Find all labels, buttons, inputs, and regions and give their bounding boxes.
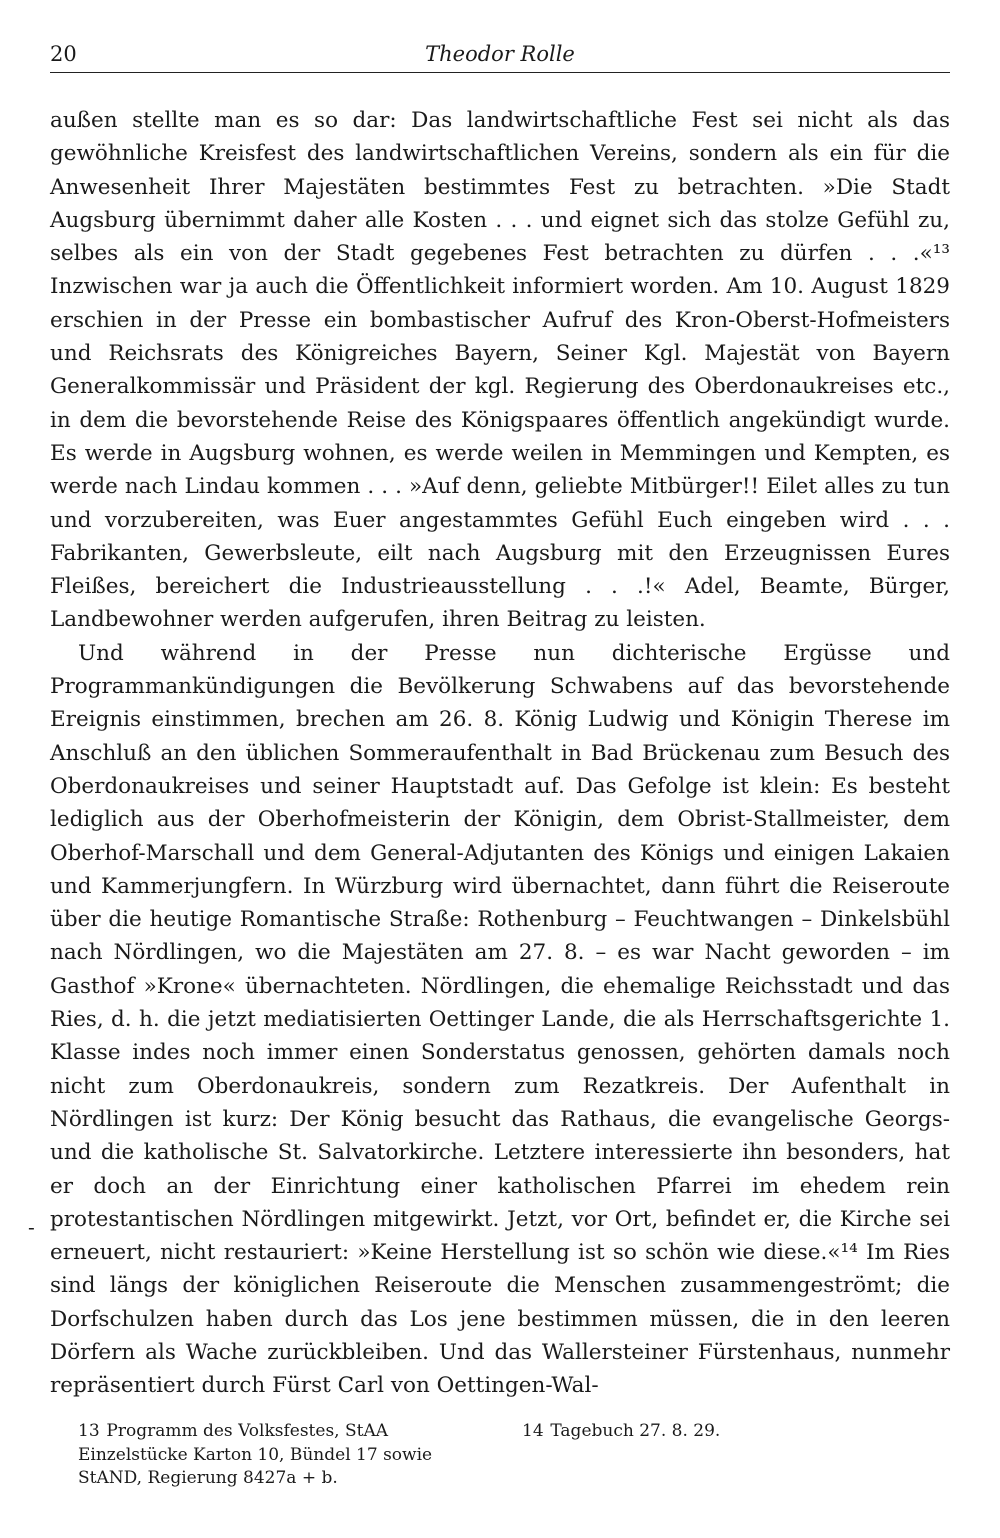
page-number: 20	[50, 42, 77, 66]
running-head	[50, 38, 950, 73]
footnote-number: 14	[522, 1421, 544, 1441]
paragraph-1: außen stellte man es so dar: Das landwirtschaftliche Fest sei nicht als das gewöhnliche Kreisfest des landwirtschaftlichen Vereins, sondern als ein für die Anwesenheit Ihrer Majestäten bestimmtes Fest zu betrachten. »Die Stadt Augsburg übernimmt daher alle Kosten . . . und eignet sich das stolze Gefühl zu, selbes als ein von der Stadt gegebenes Fest betrachten zu dürfen . . .«¹³ Inzwischen war ja auch die Öffentlichkeit informiert worden. Am 10. August 1829 erschien in der Presse ein bombastischer Aufruf des Kron-Oberst-Hofmeisters und Reichsrats des Königreiches Bayern, Seiner Kgl. Majestät von Bayern Generalkommissär und Präsident der kgl. Regierung des Oberdonaukreises etc., in dem die bevorstehende Reise des Königspaares öffentlich angekündigt wurde. Es werde in Augsburg wohnen, es werde weilen in Memmingen und Kempten, es werde nach Lindau kommen . . . »Auf denn, geliebte Mitbürger!! Eilet alles zu tun und vorzubereiten, was Euer angestammtes Gefühl Euch eingeben wird . . . Fabrikanten, Gewerbsleute, eilt nach Augsburg mit den Erzeugnissen Eures Fleißes, bereichert die Industrieausstellung . . .!« Adel, Beamte, Bürger, Landbewohner werden aufgerufen, ihren Beitrag zu leisten.	[50, 108, 950, 633]
margin-mark: -	[28, 1215, 35, 1239]
footnote-text: Programm des Volksfestes, StAA Einzelstücke Karton 10, Bündel 17 sowie StAND, Regierung 8427a + b.	[78, 1421, 433, 1488]
footnote-14	[522, 1420, 822, 1444]
running-title: Theodor Rolle	[425, 42, 575, 66]
footnotes	[78, 1420, 778, 1510]
paragraph-2: Und während in der Presse nun dichterische Ergüsse und Programmankündigungen die Bevölkerung Schwabens auf das bevorstehende Ereignis einstimmen, brechen am 26. 8. König Ludwig und Königin Therese im Anschluß an den üblichen Sommeraufenthalt in Bad Brückenau zum Besuch des Oberdonaukreises und seiner Hauptstadt auf. Das Gefolge ist klein: Es besteht lediglich aus der Oberhofmeisterin der Königin, dem Obrist-Stallmeister, dem Oberhof-Marschall und dem General-Adjutanten des Königs und einigen Lakaien und Kammerjungfern. In Würzburg wird übernachtet, dann führt die Reiseroute über die heutige Romantische Straße: Rothenburg – Feuchtwangen – Dinkelsbühl nach Nördlingen, wo die Majestäten am 27. 8. – es war Nacht geworden – im Gasthof »Krone« übernachteten. Nördlingen, die ehemalige Reichsstadt und das Ries, d. h. die jetzt mediatisierten Oettinger Lande, die als Herrschaftsgerichte 1. Klasse indes noch immer einen Sonderstatus genossen, gehörten damals noch nicht zum Oberdonaukreis, sondern zum Rezatkreis. Der Aufenthalt in Nördlingen ist kurz: Der König besucht das Rathaus, die evangelische Georgs- und die katholische St. Salvatorkirche. Letztere interessierte ihn besonders, hat er doch an der Einrichtung einer katholischen Pfarrei im ehedem rein protestantischen Nördlingen mitgewirkt. Jetzt, vor Ort, befindet er, die Kirche sei erneuert, nicht restauriert: »Keine Herstellung ist so schön wie diese.«¹⁴ Im Ries sind längs der königlichen Reiseroute die Menschen zusammengeströmt; die Dorfschulzen haben durch das Los jene bestimmen müssen, die in den leeren Dörfern als Wache zurückbleiben. Und das Wallersteiner Fürstenhaus, nunmehr repräsentiert durch Fürst Carl von Oettingen-Wal-	[50, 640, 950, 1399]
footnote-13	[78, 1420, 488, 1491]
footnote-text: Tagebuch 27. 8. 29.	[550, 1421, 721, 1441]
footnote-number: 13	[78, 1421, 100, 1441]
body-text	[50, 104, 950, 1403]
